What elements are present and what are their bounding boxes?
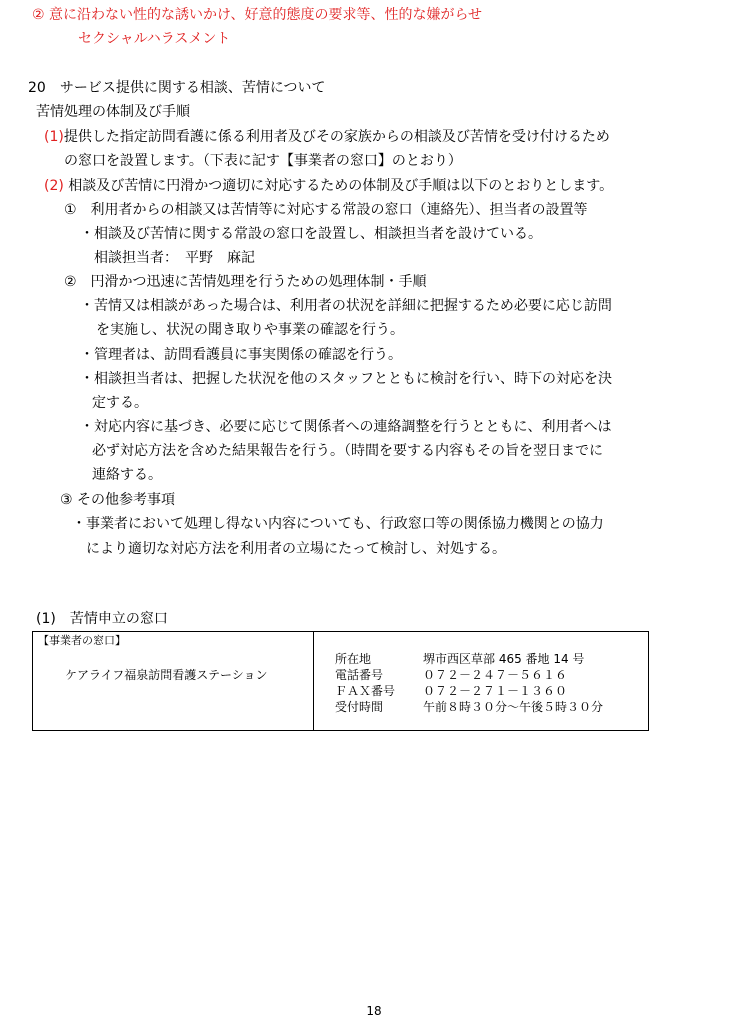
item-1-continued: の窓口を設置します。（下表に記す【事業者の窓口】のとおり）: [64, 153, 462, 169]
section-20-subtitle: 苦情処理の体制及び手順: [36, 104, 190, 120]
sub-item-2-bullet-3-cont: 定する。: [92, 395, 148, 411]
sub-item-2-bullet-4-cont-1: 必ず対応方法を含めた結果報告を行う。（時間を要する内容もその旨を翌日までに: [92, 443, 603, 459]
sub-item-1-bullet: ・相談及び苦情に関する常設の窓口を設置し、相談担当者を設けている。: [80, 226, 542, 242]
sub-item-2-bullet-1-cont: を実施し、状況の聞き取りや事業の確認を行う。: [96, 322, 404, 338]
sub-item-2-bullet-4-cont-2: 連絡する。: [92, 467, 162, 483]
complaint-window-table: [32, 631, 649, 731]
fax-label: ＦＡＸ番号: [335, 684, 396, 698]
phone-value: ０７２－２４７－５６１６: [423, 668, 568, 682]
sub-item-2-bullet-1: ・苦情又は相談があった場合は、利用者の状況を詳細に把握するため必要に応じ訪問: [80, 298, 612, 314]
address-value: 堺市西区草部 465 番地 14 号: [423, 652, 585, 666]
item-2-number: (2): [44, 178, 64, 194]
item-1: [44, 128, 610, 146]
item-2: [44, 177, 613, 195]
complaint-window-heading: (1) 苦情申立の窓口: [36, 611, 168, 627]
sub-item-3-bullet: ・事業者において処理し得ない内容についても、行政窓口等の関係協力機関との協力: [72, 516, 604, 532]
hours-label: 受付時間: [335, 700, 384, 714]
organization-name: ケアライフ福泉訪問看護ステーション: [65, 668, 268, 682]
sub-item-2: ② 円滑かつ迅速に苦情処理を行うための処理体制・手順: [64, 274, 427, 290]
table-divider: [313, 632, 314, 730]
sub-item-1: ① 利用者からの相談又は苦情等に対応する常設の窓口（連絡先）、担当者の設置等: [64, 202, 588, 218]
harassment-item-2-label: セクシャルハラスメント: [78, 31, 231, 47]
sub-item-3-bullet-cont: により適切な対応方法を利用者の立場にたって検討し、対処する。: [86, 541, 506, 557]
sub-item-3: ③ その他参考事項: [60, 492, 176, 508]
sub-item-2-bullet-2: ・管理者は、訪問看護員に事実関係の確認を行う。: [80, 347, 402, 363]
item-1-number: (1): [44, 129, 64, 145]
sub-item-2-bullet-4: ・対応内容に基づき、必要に応じて関係者への連絡調整を行うとともに、利用者へは: [80, 419, 612, 435]
sub-item-2-bullet-3: ・相談担当者は、把握した状況を他のスタッフとともに検討を行い、時下の対応を決: [80, 371, 612, 387]
page-number: 18: [366, 1004, 382, 1018]
item-1-text: 提供した指定訪問看護に係る利用者及びその家族からの相談及び苦情を受け付けるため: [63, 129, 610, 145]
section-20-title: 20 サービス提供に関する相談、苦情について: [28, 80, 326, 96]
window-tag: 【事業者の窓口】: [38, 634, 126, 647]
phone-label: 電話番号: [335, 668, 384, 682]
contact-person: 相談担当者： 平野 麻記: [94, 250, 255, 266]
item-2-text: 相談及び苦情に円滑かつ適切に対応するための体制及び手順は以下のとおりとします。: [68, 178, 614, 194]
address-label: 所在地: [335, 652, 372, 666]
hours-value: 午前８時３０分～午後５時３０分: [423, 700, 604, 714]
harassment-item-2: ② 意に沿わない性的な誘いかけ、好意的態度の要求等、性的な嫌がらせ: [32, 7, 483, 23]
fax-value: ０７２－２７１－１３６０: [423, 684, 568, 698]
